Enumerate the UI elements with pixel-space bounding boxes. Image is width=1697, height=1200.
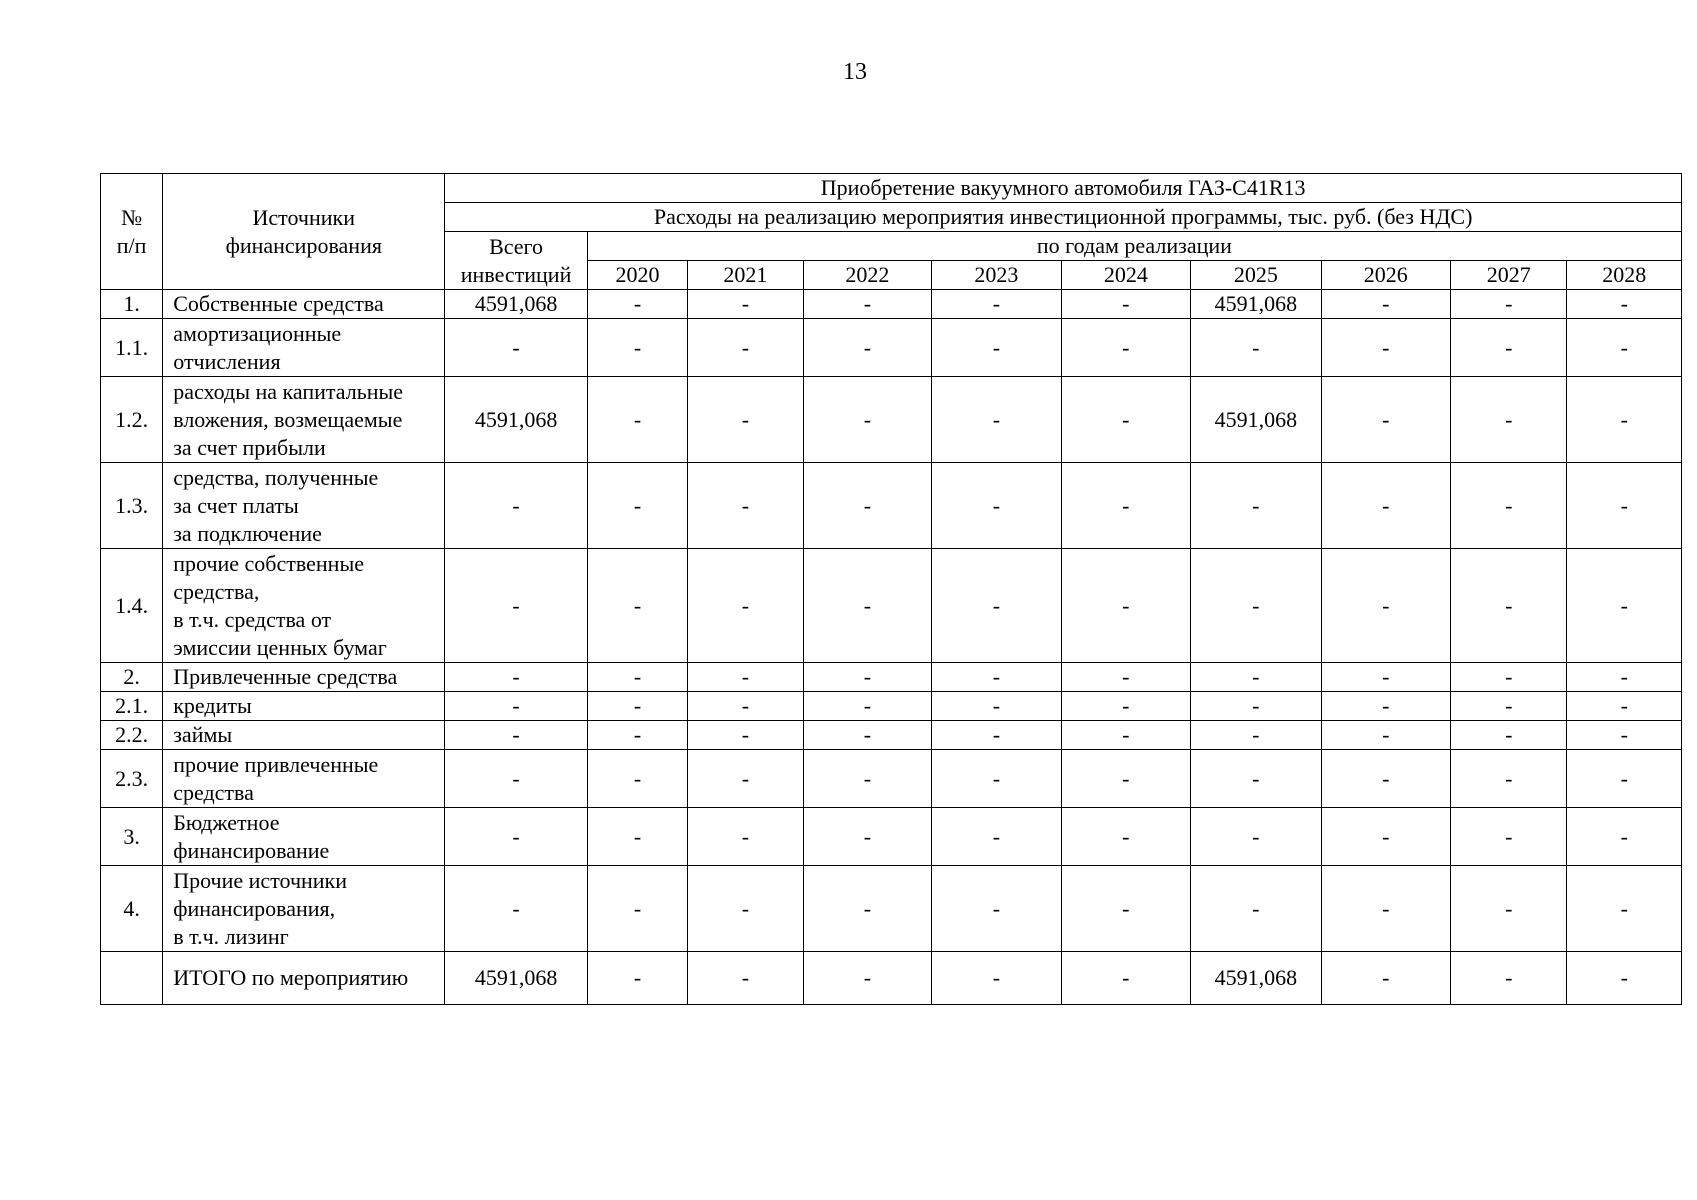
- total-investment-cell: -: [445, 721, 588, 750]
- year-value-cell: -: [587, 866, 687, 952]
- year-value-cell: -: [803, 952, 931, 1005]
- financing-source-line: финансирования,: [173, 895, 336, 921]
- financing-source-line: амортизационные: [173, 320, 342, 346]
- row-number-cell: 1.2.: [101, 377, 163, 463]
- table-row: [101, 808, 1682, 866]
- year-value-cell: -: [932, 377, 1061, 463]
- year-value-cell: -: [688, 290, 803, 319]
- year-value-cell: -: [1061, 319, 1190, 377]
- year-value-cell: -: [803, 808, 931, 866]
- year-header: 2028: [1567, 261, 1682, 290]
- year-value-cell: -: [1061, 549, 1190, 663]
- year-value-cell: -: [1567, 290, 1682, 319]
- financing-source-line: расходы на капитальные: [173, 378, 404, 404]
- financing-source-line: за счет платы: [173, 492, 299, 518]
- year-value-cell: -: [1451, 663, 1567, 692]
- year-value-cell: -: [1321, 721, 1450, 750]
- year-header: 2025: [1191, 261, 1321, 290]
- year-header: 2026: [1321, 261, 1450, 290]
- year-value-cell: -: [587, 952, 687, 1005]
- financing-source-header: [163, 174, 445, 290]
- year-value-cell: -: [1451, 549, 1567, 663]
- year-value-cell: -: [1321, 952, 1450, 1005]
- financing-source-cell: [163, 377, 445, 463]
- row-number-cell: 3.: [101, 808, 163, 866]
- year-value-cell: -: [1567, 549, 1682, 663]
- year-value-cell: -: [1061, 463, 1190, 549]
- financing-source-line: Бюджетное: [173, 809, 280, 835]
- year-value-cell: -: [688, 319, 803, 377]
- year-value-cell: -: [1567, 319, 1682, 377]
- year-value-cell: -: [688, 663, 803, 692]
- financing-source-cell: [163, 319, 445, 377]
- financing-source-header-line2: финансирования: [225, 233, 382, 258]
- financing-source-line: Собственные средства: [173, 291, 384, 316]
- total-investment-header-line1: Всего: [489, 233, 544, 259]
- year-value-cell: -: [932, 290, 1061, 319]
- year-value-cell: -: [803, 663, 931, 692]
- year-value-cell: -: [1061, 808, 1190, 866]
- year-value-cell: 4591,068: [1191, 377, 1321, 463]
- total-investment-cell: -: [445, 319, 588, 377]
- year-value-cell: -: [1191, 319, 1321, 377]
- year-value-cell: -: [932, 319, 1061, 377]
- table-row: [101, 721, 1682, 750]
- year-value-cell: -: [1321, 463, 1450, 549]
- year-value-cell: -: [1061, 952, 1190, 1005]
- year-value-cell: -: [1061, 290, 1190, 319]
- year-value-cell: -: [688, 549, 803, 663]
- year-value-cell: -: [803, 549, 931, 663]
- financing-source-line: средства: [173, 779, 254, 805]
- year-value-cell: -: [1061, 750, 1190, 808]
- table-row: [101, 663, 1682, 692]
- year-value-cell: -: [932, 721, 1061, 750]
- row-number-cell: 1.4.: [101, 549, 163, 663]
- financing-source-line: вложения, возмещаемые: [173, 406, 403, 432]
- row-number-cell: 2.2.: [101, 721, 163, 750]
- year-value-cell: -: [1451, 463, 1567, 549]
- financing-source-line: за подключение: [173, 520, 322, 546]
- financing-source-line: прочие привлеченные: [173, 751, 379, 777]
- year-value-cell: -: [587, 663, 687, 692]
- financing-source-line: ИТОГО по мероприятию: [173, 965, 409, 990]
- financing-source-cell: [163, 663, 445, 692]
- year-value-cell: -: [688, 463, 803, 549]
- year-value-cell: -: [1451, 377, 1567, 463]
- financing-source-line: в т.ч. средства от: [173, 606, 332, 632]
- year-value-cell: -: [1567, 808, 1682, 866]
- year-header: 2021: [688, 261, 803, 290]
- year-value-cell: -: [1321, 663, 1450, 692]
- year-header: 2023: [932, 261, 1061, 290]
- year-value-cell: -: [1061, 692, 1190, 721]
- year-value-cell: -: [803, 290, 931, 319]
- year-value-cell: -: [1567, 866, 1682, 952]
- year-value-cell: -: [932, 692, 1061, 721]
- year-header: 2022: [803, 261, 931, 290]
- year-value-cell: -: [932, 463, 1061, 549]
- year-value-cell: -: [1451, 290, 1567, 319]
- row-number-cell: 4.: [101, 866, 163, 952]
- financing-source-cell: [163, 866, 445, 952]
- year-value-cell: -: [587, 721, 687, 750]
- year-value-cell: -: [1321, 290, 1450, 319]
- year-value-cell: -: [803, 377, 931, 463]
- year-value-cell: -: [587, 377, 687, 463]
- year-value-cell: -: [1321, 319, 1450, 377]
- financing-source-cell: [163, 952, 445, 1005]
- financing-source-line: средства,: [173, 578, 260, 604]
- year-value-cell: -: [587, 692, 687, 721]
- project-title: Приобретение вакуумного автомобиля ГАЗ-С41R13: [445, 174, 1682, 203]
- year-value-cell: -: [1191, 750, 1321, 808]
- year-value-cell: -: [803, 692, 931, 721]
- year-value-cell: -: [1191, 721, 1321, 750]
- year-value-cell: -: [1321, 866, 1450, 952]
- financing-source-line: финансирование: [173, 837, 330, 863]
- year-value-cell: -: [587, 290, 687, 319]
- year-value-cell: -: [688, 377, 803, 463]
- table-row: [101, 290, 1682, 319]
- year-value-cell: -: [803, 750, 931, 808]
- year-value-cell: -: [1451, 319, 1567, 377]
- table-header: [101, 174, 1682, 290]
- year-value-cell: -: [1321, 808, 1450, 866]
- total-investment-cell: 4591,068: [445, 952, 588, 1005]
- total-investment-cell: -: [445, 663, 588, 692]
- year-value-cell: -: [932, 750, 1061, 808]
- year-value-cell: -: [803, 463, 931, 549]
- financing-source-line: прочие собственные: [173, 550, 364, 576]
- total-investment-cell: -: [445, 866, 588, 952]
- year-value-cell: -: [932, 808, 1061, 866]
- year-value-cell: -: [688, 866, 803, 952]
- total-investment-cell: -: [445, 808, 588, 866]
- year-value-cell: -: [1567, 750, 1682, 808]
- year-value-cell: -: [1321, 377, 1450, 463]
- row-number-cell: 2.: [101, 663, 163, 692]
- row-number-cell: 1.1.: [101, 319, 163, 377]
- table-row: [101, 692, 1682, 721]
- financing-source-cell: [163, 290, 445, 319]
- year-value-cell: -: [1451, 866, 1567, 952]
- total-investment-cell: -: [445, 463, 588, 549]
- table-row: [101, 952, 1682, 1005]
- row-number-cell: 2.3.: [101, 750, 163, 808]
- year-value-cell: -: [1567, 721, 1682, 750]
- year-value-cell: -: [932, 866, 1061, 952]
- table-row: [101, 866, 1682, 952]
- financing-source-line: отчисления: [173, 348, 281, 374]
- total-investment-cell: 4591,068: [445, 290, 588, 319]
- year-value-cell: -: [1061, 377, 1190, 463]
- row-number-cell: 1.: [101, 290, 163, 319]
- financing-source-line: Привлеченные средства: [173, 664, 398, 689]
- year-value-cell: 4591,068: [1191, 290, 1321, 319]
- financing-source-cell: [163, 463, 445, 549]
- total-investment-header: [445, 232, 588, 290]
- row-number-cell: 1.3.: [101, 463, 163, 549]
- year-value-cell: -: [688, 721, 803, 750]
- year-value-cell: -: [1567, 663, 1682, 692]
- by-years-header: по годам реализации: [587, 232, 1681, 261]
- year-value-cell: -: [1567, 377, 1682, 463]
- year-value-cell: -: [587, 808, 687, 866]
- year-value-cell: -: [587, 463, 687, 549]
- financing-source-cell: [163, 750, 445, 808]
- row-number-header: [101, 174, 163, 290]
- table-row: [101, 463, 1682, 549]
- year-value-cell: -: [1061, 663, 1190, 692]
- total-investment-cell: -: [445, 692, 588, 721]
- year-value-cell: -: [688, 692, 803, 721]
- year-value-cell: -: [1321, 549, 1450, 663]
- year-value-cell: -: [1061, 721, 1190, 750]
- financing-source-cell: [163, 808, 445, 866]
- table-row: [101, 377, 1682, 463]
- table-body: [101, 290, 1682, 1005]
- financing-source-line: кредиты: [173, 693, 252, 718]
- year-value-cell: -: [803, 319, 931, 377]
- year-value-cell: -: [688, 808, 803, 866]
- year-header: 2027: [1451, 261, 1567, 290]
- year-value-cell: -: [932, 549, 1061, 663]
- total-investment-cell: 4591,068: [445, 377, 588, 463]
- year-value-cell: -: [1191, 549, 1321, 663]
- total-investment-cell: -: [445, 750, 588, 808]
- financing-source-line: Прочие источники: [173, 867, 348, 893]
- row-number-cell: 2.1.: [101, 692, 163, 721]
- year-value-cell: -: [1191, 808, 1321, 866]
- year-value-cell: -: [587, 549, 687, 663]
- financing-source-line: эмиссии ценных бумаг: [173, 634, 387, 660]
- financing-sources-table: [100, 173, 1682, 1005]
- year-value-cell: 4591,068: [1191, 952, 1321, 1005]
- year-value-cell: -: [1567, 692, 1682, 721]
- year-value-cell: -: [1191, 866, 1321, 952]
- year-value-cell: -: [1191, 663, 1321, 692]
- row-number-cell: [101, 952, 163, 1005]
- year-value-cell: -: [1321, 692, 1450, 721]
- row-number-header-line2: п/п: [116, 233, 147, 258]
- year-value-cell: -: [1191, 692, 1321, 721]
- year-value-cell: -: [1191, 463, 1321, 549]
- financing-source-line: в т.ч. лизинг: [173, 923, 289, 949]
- year-value-cell: -: [1567, 952, 1682, 1005]
- financing-source-cell: [163, 549, 445, 663]
- total-investment-cell: -: [445, 549, 588, 663]
- financing-source-cell: [163, 692, 445, 721]
- financing-source-cell: [163, 721, 445, 750]
- financing-source-line: займы: [173, 722, 233, 747]
- year-header: 2024: [1061, 261, 1190, 290]
- year-value-cell: -: [1451, 692, 1567, 721]
- table-row: [101, 319, 1682, 377]
- year-value-cell: -: [1451, 952, 1567, 1005]
- financing-source-header-line1: Источники: [252, 205, 355, 230]
- year-value-cell: -: [1567, 463, 1682, 549]
- financing-source-line: средства, полученные: [173, 464, 379, 490]
- row-number-header-line1: №: [121, 205, 143, 230]
- year-value-cell: -: [1451, 721, 1567, 750]
- table-row: [101, 549, 1682, 663]
- year-value-cell: -: [587, 750, 687, 808]
- year-value-cell: -: [803, 721, 931, 750]
- year-value-cell: -: [1321, 750, 1450, 808]
- year-value-cell: -: [932, 663, 1061, 692]
- year-value-cell: -: [803, 866, 931, 952]
- year-value-cell: -: [932, 952, 1061, 1005]
- year-value-cell: -: [688, 952, 803, 1005]
- year-value-cell: -: [1451, 750, 1567, 808]
- year-value-cell: -: [1061, 866, 1190, 952]
- year-header: 2020: [587, 261, 687, 290]
- year-value-cell: -: [587, 319, 687, 377]
- page-number: 13: [843, 59, 867, 85]
- financing-source-line: за счет прибыли: [173, 434, 326, 460]
- year-value-cell: -: [688, 750, 803, 808]
- year-value-cell: -: [1451, 808, 1567, 866]
- expenses-caption: Расходы на реализацию мероприятия инвестиционной программы, тыс. руб. (без НДС): [445, 203, 1682, 232]
- total-investment-header-line2: инвестиций: [460, 261, 572, 287]
- table-row: [101, 750, 1682, 808]
